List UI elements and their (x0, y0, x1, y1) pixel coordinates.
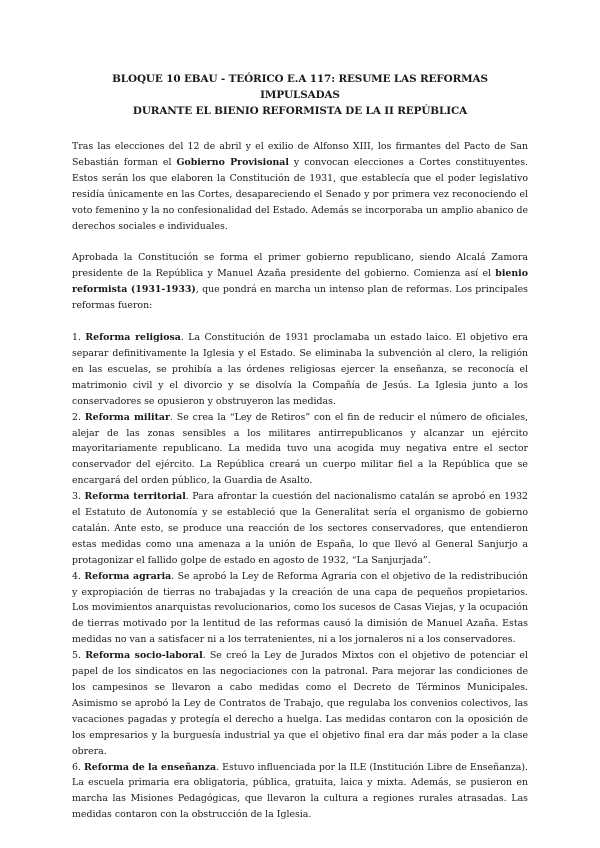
intro-bold-term: Gobierno Provisional (176, 156, 289, 168)
intro-paragraph (72, 139, 528, 234)
reform-item (72, 410, 528, 490)
reform-item (72, 330, 528, 410)
intro-text-2: y convocan elecciones a Cortes constituyentes. Estos serán los que elaboren la Constitución de 1931, que establecía que el poder legislativo residía únicamente en las Cortes, desapareciendo el Senado y por primera vez reconociendo el voto femenino y la no confesionalidad del Estado. Además se incorporaba un amplio abanico de derechos sociales e individuales. (72, 156, 528, 232)
reform-text: . Se crea la “Ley de Retiros” con el fin de reducir el número de oficiales, alejar de las zonas sensibles a los militares antirrepublicanos y alcanzar un ejército mayoritariamente republicano. La medida tuvo una acogida muy negativa entre el sector conservador del ejército. La República creará un cuerpo militar fiel a la República que se encargará del orden público, la Guardia de Asalto. (72, 411, 528, 487)
intro-text-1: Tras las elecciones del 12 de abril y el exilio de Alfonso XIII, los firmantes del Pacto de San Sebastián forman el (72, 141, 528, 168)
reform-text: . Se creó la Ley de Jurados Mixtos con el objetivo de potenciar el papel de los sindicatos en las negociaciones con la patronal. Para mejorar las condiciones de los campesinos se llevaron a cabo medidas como el Decreto de Términos Municipales. Asimismo se aprobó la Ley de Contratos de Trabajo, que regulaba los convenios colectivos, las vacaciones pagadas y protegía el derecho a huelga. Las medidas contaron con la oposición de los empresarios y la burguesía industrial ya que el objetivo final era dar más poder a la clase obrera. (72, 650, 528, 757)
reform-text: . Para afrontar la cuestión del nacionalismo catalán se aprobó en 1932 el Estatuto de Autonomía y se estableció que la Generalitat sería el organismo de gobierno catalán. Ante esto, se produce una reacción de los sectores conservadores, que entendieron estas medidas como una amenaza a la unión de España, lo que llevó al General Sanjurjo a protagonizar el fallido golpe de estado en agosto de 1932, “La Sanjurjada”. (72, 491, 529, 566)
reform-name: Reforma religiosa (85, 332, 181, 344)
reform-text: . Se aprobó la Ley de Reforma Agraria con el objetivo de la redistribución y expropiación de tierras no trabajadas y la creación de una capa de pequeños propietarios. Los movimientos anarquistas revolucionarios, como los sucesos de Casas Viejas, y la ocupación de tierras motivado por la lentitud de las reformas causó la dimisión de Manuel Azaña. Estas medidas no van a satisfacer ni a los terratenientes, ni a los jornaleros ni a los conservadores. (72, 570, 528, 646)
reform-item (72, 569, 528, 649)
second-paragraph (72, 250, 528, 314)
reform-item (72, 489, 528, 569)
second-bold-term: bienio reformista (1931-1933) (72, 268, 528, 296)
reform-number: 3. (72, 491, 85, 503)
reform-text: . Estuvo influenciada por la ILE (Institución Libre de Enseñanza). La escuela primaria era obligatoria, pública, gratuita, laica y mixta. Además, se pusieron en marcha las Misiones Pedagógicas, que llevaron la cultura a regiones rurales atrasadas. Las medidas contaron con la obstrucción de la Iglesia. (72, 761, 528, 821)
title-line-2: DURANTE EL BIENIO REFORMISTA DE LA II REPÚBLICA (132, 105, 468, 117)
reform-number: 5. (72, 650, 86, 662)
reform-name: Reforma socio-laboral (85, 650, 203, 662)
reform-text: . La Constitución de 1931 proclamaba un estado laico. El objetivo era separar definitivamente la Iglesia y el Estado. Se eliminaba la subvención al clero, la religión en las escuelas, se prohibía a las órdenes religiosas ejercer la enseñanza, se reconocía el matrimonio civil y el divorcio y se disolvía la Compañía de Jesús. La Iglesia junto a los conservadores se opusieron y obstruyeron las medidas. (72, 332, 529, 407)
document-title (72, 71, 528, 119)
reform-number: 2. (72, 411, 85, 423)
title-line-1: BLOQUE 10 EBAU - TEÓRICO E.A 117: RESUME LAS REFORMAS IMPULSADAS (112, 73, 488, 101)
reform-item (72, 760, 528, 824)
reform-number: 6. (72, 761, 84, 773)
second-text-2: , que pondrá en marcha un intenso plan de reformas. Los principales reformas fueron: (72, 284, 528, 312)
reform-item (72, 648, 528, 759)
reform-number: 4. (72, 570, 85, 582)
reform-name: Reforma militar (84, 411, 170, 423)
reform-name: Reforma territorial (84, 491, 186, 503)
reform-name: Reforma de la enseñanza (83, 761, 217, 773)
reform-name: Reforma agraria (84, 570, 172, 582)
second-text-1: Aprobada la Constitución se forma el primer gobierno republicano, siendo Alcalá Zamora presidente de la República y Manuel Azaña presidente del gobierno. Comienza así el (72, 252, 528, 280)
reform-number: 1. (72, 332, 86, 344)
